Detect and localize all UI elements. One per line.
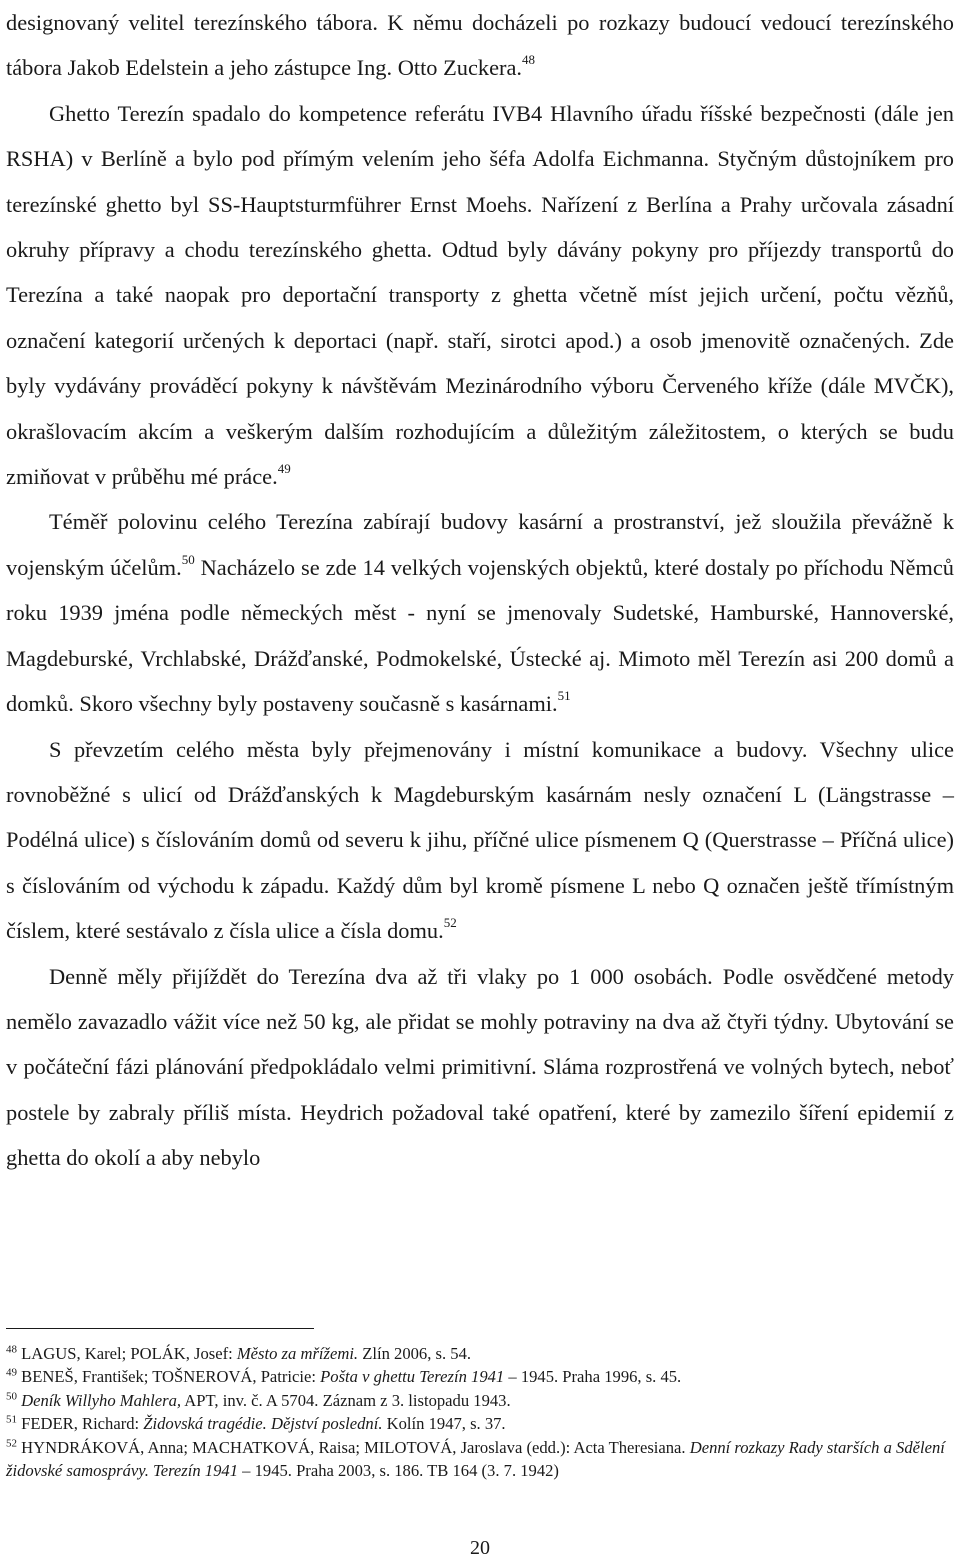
footnote [6, 1412, 946, 1435]
footnote-number: 52 [6, 1437, 17, 1450]
footnote-text: Zlín 2006, s. 54. [358, 1344, 472, 1363]
footnote [6, 1365, 946, 1388]
footnote-text: – 1945. Praha 1996, s. 45. [504, 1367, 682, 1387]
paragraph-text: Ghetto Terezín spadalo do kompetence referátu IVB4 Hlavního úřadu říšské bezpečnosti (dále jen RSHA) v Berlíně a bylo pod přímým velením jeho šéfa Adolfa Eichmanna. Styčným důstojníkem pro terezínské ghetto byl SS-Hauptsturmführer Ernst Moehs. Nařízení z Berlína a Prahy určovala zásadní okruhy přípravy a chodu terezínského ghetta. Odtud byly dávány pokyny pro příjezdy transportů do Terezína a také naopak pro deportační transporty z ghetta včetně míst jejich určení, počtu vězňů, označení kategorií určených k deportaci (např. staří, sirotci apod.) a osob jmenovitě označených. Zde byly vydávány prováděcí pokyny k návštěvám Mezinárodního výboru Červeného kříže (dále MVČK), okrašlovacím akcím a veškerým dalším rozhodujícím a důležitým záležitostem, o kterých se budu zmiňovat v průběhu mé práce. [6, 100, 954, 490]
footnote-title: Denní rozkazy Rady starších a Sdělení židovské samosprávy. Terezín 1941 [6, 1437, 945, 1481]
footnote-reference: 48 [522, 52, 536, 68]
footnote-number: 49 [6, 1366, 17, 1379]
footnote-number: 48 [6, 1343, 17, 1356]
footnotes [6, 1342, 946, 1482]
footnote [6, 1389, 946, 1412]
body-text [6, 0, 954, 1181]
footnote-title: Deník Willyho Mahlera, [21, 1390, 182, 1410]
paragraph-text: S převzetím celého města byly přejmenovány i místní komunikace a budovy. Všechny ulice rovnoběžné s ulicí od Drážďanských k Magdeburským kasárnám nesly označení L (Längstrasse – Podélná ulice) s číslováním domů od severu k jihu, příčné ulice písmenem Q (Querstrasse – Příčná ulice) s číslováním od východu k západu. Každý dům byl kromě písmene L nebo Q označen ještě třímístným číslem, které sestávalo z čísla ulice a čísla domu. [6, 736, 954, 944]
footnote-text: FEDER, Richard: [21, 1414, 144, 1434]
footnote-title: Židovská tragédie. Dějství poslední. [143, 1414, 383, 1434]
paragraph-text: Nacházelo se zde 14 velkých vojenských objektů, které dostaly po příchodu Němců roku 1939 jména podle německých měst - nyní se jmenovaly Sudetské, Hamburské, Hannoverské, Magdeburské, Vrchlabské, Drážďanské, Podmokelské, Ústecké aj. Mimoto měl Terezín asi 200 domů a domků. Skoro všechny byly postaveny současně s kasárnami. [6, 554, 954, 717]
footnote-text: APT, inv. č. A 5704. Záznam z 3. listopadu 1943. [181, 1390, 511, 1410]
footnote-text: – 1945. Praha 2003, s. 186. TB 164 (3. 7. 1942) [238, 1461, 559, 1481]
footnote-reference: 52 [443, 915, 457, 931]
paragraph-text: designovaný velitel terezínského tábora. K němu docházeli po rozkazy budoucí vedoucí terezínského tábora Jakob Edelstein a jeho zástupce Ing. Otto Zuckera. [6, 10, 954, 81]
footnote-reference: 50 [181, 551, 195, 567]
footnote-text: BENEŠ, František; TOŠNEROVÁ, Patricie: [21, 1367, 321, 1387]
paragraph [6, 727, 954, 954]
paragraph [6, 91, 954, 500]
footnote-title: Město za mřížemi. [236, 1344, 359, 1363]
footnote [6, 1436, 946, 1483]
paragraph [6, 499, 954, 726]
footnote-title: Pošta v ghettu Terezín 1941 [320, 1367, 505, 1387]
footnote-text: Kolín 1947, s. 37. [382, 1414, 506, 1434]
paragraph-text: Téměř polovinu celého Terezína zabírají budovy kasární a prostranství, jež sloužila převážně k vojenským účelům. [6, 509, 954, 580]
footnote-text: HYNDRÁKOVÁ, Anna; MACHATKOVÁ, Raisa; MILOTOVÁ, Jaroslava (edd.): Acta Theresiana. [21, 1437, 690, 1457]
footnote-number: 50 [6, 1390, 17, 1403]
paragraph [6, 954, 954, 1181]
footnote [6, 1342, 946, 1365]
footnote-number: 51 [6, 1413, 17, 1426]
footnote-separator [6, 1328, 314, 1329]
footnote-reference: 51 [557, 688, 571, 704]
page-number: 20 [470, 1537, 490, 1559]
paragraph-text: Denně měly přijíždět do Terezína dva až tři vlaky po 1 000 osobách. Podle osvědčené metody nemělo zavazadlo vážit více než 50 kg, ale přidat se mohly potraviny na dva až čtyři týdny. Ubytování se v počáteční fázi plánování předpokládalo velmi primitivní. Sláma rozprostřená ve volných bytech, neboť postele by zabraly příliš místa. Heydrich požadoval také opatření, které by zamezilo šíření epidemií z ghetta do okolí a aby nebylo [6, 963, 954, 1171]
footnote-text: LAGUS, Karel; POLÁK, Josef: [21, 1344, 237, 1363]
paragraph [6, 0, 954, 91]
footnote-reference: 49 [277, 461, 291, 477]
